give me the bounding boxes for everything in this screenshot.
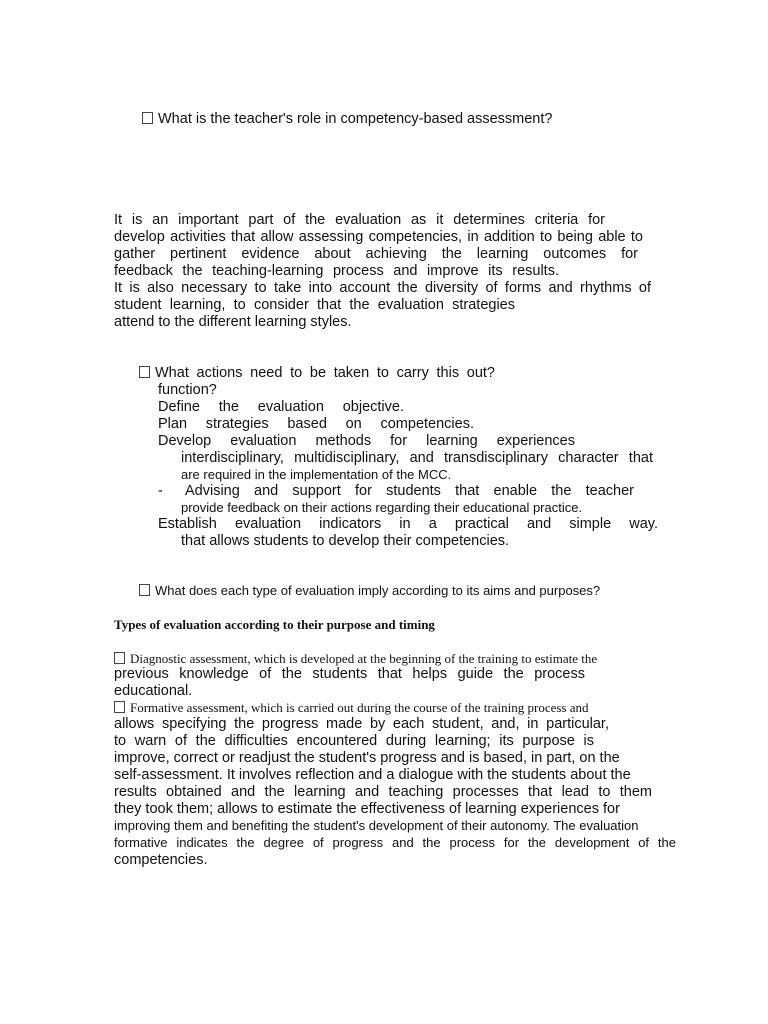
formative-line-1 — [114, 699, 589, 716]
para1-line-6: student learning, to consider that the evaluation strategies — [114, 297, 515, 313]
diagnostic-line-1-text: Diagnostic assessment, which is developed at the beginning of the training to estimate the — [130, 651, 598, 666]
action-item-4: Advising and support for students that enable the teacher — [185, 483, 634, 499]
para1-line-4: feedback the teaching-learning process and improve its results. — [114, 263, 559, 279]
action-item-3: Develop evaluation methods for learning experiences — [158, 433, 575, 449]
formative-line-8: improving them and benefiting the student's development of their autonomy. The evaluation — [114, 818, 639, 833]
question-2 — [139, 365, 495, 382]
action-item-3-line-2: interdisciplinary, multidisciplinary, and transdisciplinary character that — [181, 450, 653, 466]
action-item-1: Define the evaluation objective. — [158, 399, 404, 415]
para1-line-3: gather pertinent evidence about achieving the learning outcomes for — [114, 246, 638, 262]
formative-line-5: self-assessment. It involves reflection and a dialogue with the students about the — [114, 767, 631, 783]
question-2-text: What actions need to be taken to carry this out? — [155, 365, 495, 381]
diagnostic-line-3: educational. — [114, 683, 193, 699]
action-dash: - — [158, 483, 163, 499]
action-item-4-line-2: provide feedback on their actions regarding their educational practice. — [181, 500, 583, 515]
checkbox-bullet-icon — [114, 652, 125, 664]
section-title: Types of evaluation according to their purpose and timing — [114, 617, 435, 632]
para1-line-7: attend to the different learning styles. — [114, 314, 352, 330]
checkbox-bullet-icon — [139, 584, 150, 596]
action-item-5-line-2: that allows students to develop their competencies. — [181, 533, 510, 549]
formative-line-6: results obtained and the learning and teaching processes that lead to them — [114, 784, 652, 800]
question-3 — [139, 582, 600, 599]
formative-line-4: improve, correct or readjust the student's progress and is based, in part, on the — [114, 750, 620, 766]
action-item-3-line-3: are required in the implementation of the MCC. — [181, 467, 452, 482]
checkbox-bullet-icon — [114, 701, 125, 713]
action-item-2: Plan strategies based on competencies. — [158, 416, 474, 432]
para1-line-5: It is also necessary to take into account the diversity of forms and rhythms of — [114, 280, 651, 296]
checkbox-bullet-icon — [142, 112, 153, 124]
diagnostic-line-1 — [114, 650, 597, 667]
formative-line-1-text: Formative assessment, which is carried out during the course of the training process and — [130, 700, 589, 715]
formative-line-9: formative indicates the degree of progress and the process for the development of the — [114, 835, 676, 850]
question-1 — [142, 111, 552, 128]
formative-line-7: they took them; allows to estimate the effectiveness of learning experiences for — [114, 801, 620, 817]
question-2-continuation: function? — [158, 382, 217, 398]
action-item-5: Establish evaluation indicators in a practical and simple way. — [158, 516, 658, 532]
diagnostic-line-2: previous knowledge of the students that helps guide the process — [114, 666, 585, 682]
formative-line-2: allows specifying the progress made by each student, and, in particular, — [114, 716, 609, 732]
question-1-text: What is the teacher's role in competency-based assessment? — [158, 111, 553, 127]
para1-line-1: It is an important part of the evaluation as it determines criteria for — [114, 212, 605, 228]
formative-line-10: competencies. — [114, 852, 208, 868]
para1-line-2: develop activities that allow assessing competencies, in addition to being able to — [114, 229, 643, 245]
checkbox-bullet-icon — [139, 366, 150, 378]
formative-line-3: to warn of the difficulties encountered during learning; its purpose is — [114, 733, 594, 749]
question-3-text: What does each type of evaluation imply according to its aims and purposes? — [155, 583, 601, 598]
